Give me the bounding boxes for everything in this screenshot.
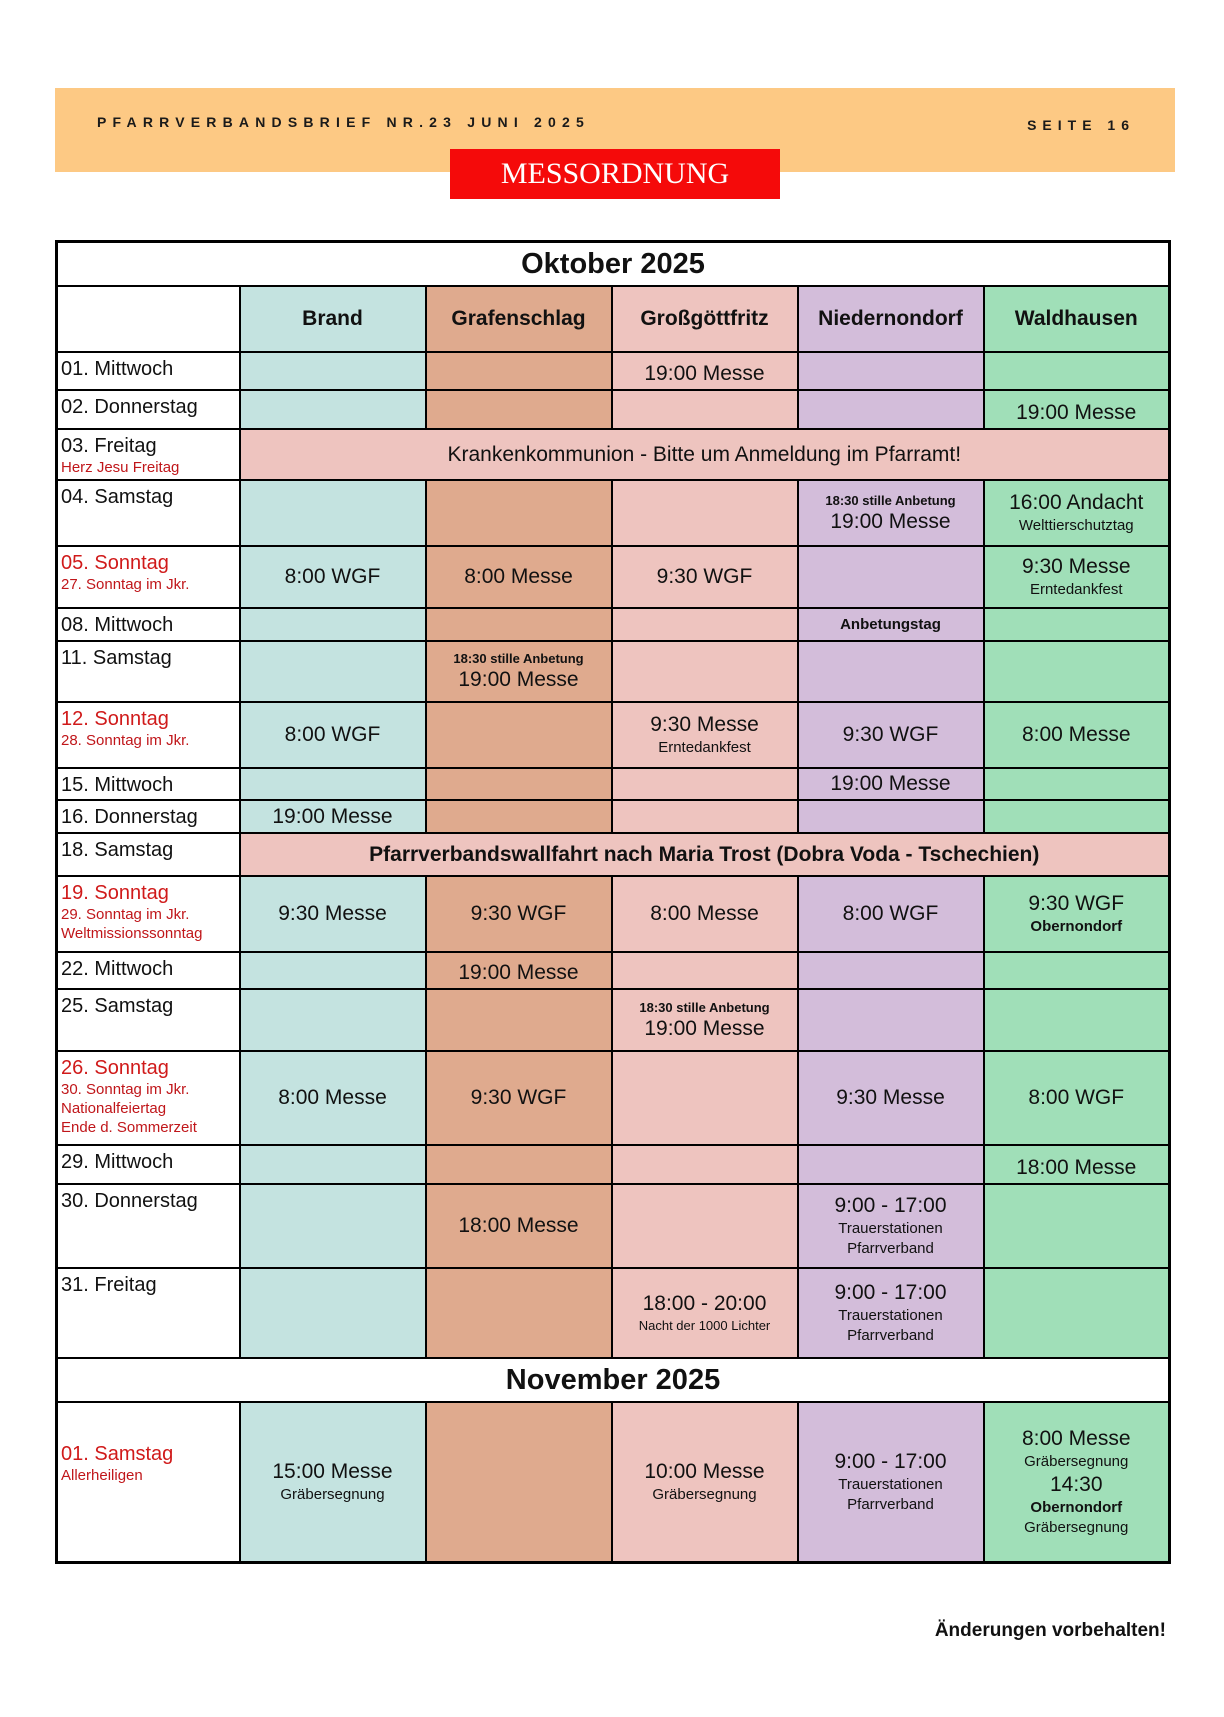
cell-entry: 8:00 Messe <box>1021 723 1131 746</box>
cell-entry: 8:00 Messe <box>1021 1426 1131 1450</box>
day-label: 15. Mittwoch <box>61 774 174 796</box>
cell-entry: 9:30 Messe <box>836 1086 945 1109</box>
cell-note: 18:30 stille Anbetung <box>639 999 770 1015</box>
column-header-brand: Brand <box>240 286 426 352</box>
table-row <box>57 608 1170 641</box>
day-label: 05. Sonntag <box>61 552 169 574</box>
table-row <box>57 952 1170 989</box>
cell-entry: 10:00 Messe <box>644 1459 765 1483</box>
disclaimer: Änderungen vorbehalten! <box>934 1620 1166 1641</box>
cell-subtext: Gräbersegnung <box>652 1485 757 1503</box>
mass-schedule-table <box>55 240 1171 1564</box>
cell-entry: 8:00 WGF <box>284 565 381 588</box>
cell-entry: 9:30 WGF <box>656 565 753 588</box>
day-label: 08. Mittwoch <box>61 614 174 636</box>
day-note: Herz Jesu Freitag <box>61 459 180 476</box>
cell-subtext: Trauerstationen <box>838 1220 943 1237</box>
cell-subtext: Pfarrverband <box>847 1495 934 1513</box>
day-note: Ende d. Sommerzeit <box>61 1119 197 1136</box>
cell-entry: 9:30 Messe <box>1021 555 1131 578</box>
table-row <box>57 1184 1170 1268</box>
day-label: 01. Mittwoch <box>61 358 174 380</box>
table-row <box>57 1051 1170 1145</box>
table-row <box>57 833 1170 876</box>
day-label: 30. Donnerstag <box>61 1190 198 1212</box>
table-row <box>57 800 1170 833</box>
table-row <box>57 641 1170 702</box>
cell-entry: 9:00 - 17:00 <box>834 1194 947 1217</box>
cell-subtext: Trauerstationen <box>838 1307 943 1324</box>
column-header-row <box>57 286 1170 352</box>
cell-entry: 18:00 Messe <box>458 1214 579 1237</box>
month-heading-october: Oktober 2025 <box>57 242 1170 287</box>
cell-entry: 19:00 Messe <box>272 805 393 828</box>
table-row <box>57 480 1170 546</box>
day-note: Allerheiligen <box>61 1467 143 1485</box>
month-heading-november: November 2025 <box>57 1358 1170 1402</box>
cell-entry: 19:00 Messe <box>458 668 579 691</box>
column-header-waldhausen: Waldhausen <box>984 286 1170 352</box>
day-note: Nationalfeiertag <box>61 1100 167 1117</box>
column-header-niedernondorf: Niedernondorf <box>798 286 984 352</box>
cell-entry: 9:30 Messe <box>278 902 387 925</box>
cell-entry: 8:00 WGF <box>1028 1086 1125 1109</box>
day-note: Weltmissionssonntag <box>61 925 203 942</box>
span-pilgrimage: Pfarrverbandswallfahrt nach Maria Trost (Dobra Voda - Tschechien) <box>240 833 1170 876</box>
cell-entry: 19:00 Messe <box>644 362 765 385</box>
table-row <box>57 1145 1170 1184</box>
cell-entry: 8:00 Messe <box>278 1086 387 1109</box>
cell-entry: 9:30 WGF <box>1028 892 1125 915</box>
cell-entry: 15:00 Messe <box>272 1459 393 1483</box>
table-row <box>57 768 1170 800</box>
cell-subtext: Nacht der 1000 Lichter <box>638 1318 771 1333</box>
cell-subtext: Trauerstationen <box>838 1475 943 1493</box>
cell-subtext: Obernondorf <box>1030 918 1123 935</box>
page-title: MESSORDNUNG <box>450 149 780 199</box>
cell-entry: 14:30 <box>1049 1472 1103 1496</box>
cell-entry: 19:00 Messe <box>830 772 951 795</box>
table-row <box>57 390 1170 429</box>
cell-entry: 18:00 Messe <box>1016 1156 1137 1179</box>
day-label: 03. Freitag <box>61 435 157 457</box>
table-row <box>57 876 1170 952</box>
day-label: 01. Samstag <box>61 1443 174 1466</box>
span-notice: Krankenkommunion - Bitte um Anmeldung im Pfarramt! <box>240 429 1170 480</box>
table-row <box>57 546 1170 608</box>
cell-subtext: Gräbersegnung <box>280 1485 385 1503</box>
cell-entry: 8:00 WGF <box>284 723 381 746</box>
cell-entry: 9:30 WGF <box>470 1086 567 1109</box>
day-note: 30. Sonntag im Jkr. <box>61 1081 190 1098</box>
cell-entry: Anbetungstag <box>840 615 941 633</box>
cell-entry: 9:00 - 17:00 <box>834 1281 947 1304</box>
cell-subtext: Erntedankfest <box>658 739 751 756</box>
cell-entry: 19:00 Messe <box>644 1016 765 1040</box>
table-row <box>57 352 1170 390</box>
cell-entry: 9:30 WGF <box>842 723 939 746</box>
day-label: 29. Mittwoch <box>61 1151 174 1173</box>
table-row <box>57 1268 1170 1358</box>
cell-entry: 19:00 Messe <box>830 509 951 533</box>
day-label: 04. Samstag <box>61 486 174 508</box>
cell-entry: 19:00 Messe <box>458 961 579 984</box>
table-row <box>57 1402 1170 1562</box>
publication-title: PFARRVERBANDSBRIEF NR.23 JUNI 2025 <box>97 114 590 130</box>
day-label: 26. Sonntag <box>61 1057 169 1079</box>
cell-note: 18:30 stille Anbetung <box>453 651 584 666</box>
table-row <box>57 702 1170 768</box>
cell-entry: 18:00 - 20:00 <box>642 1292 767 1315</box>
page-number: SEITE 16 <box>1027 117 1135 133</box>
cell-entry: 19:00 Messe <box>1016 401 1137 424</box>
cell-entry: 8:00 Messe <box>650 902 759 925</box>
day-label: 12. Sonntag <box>61 708 169 730</box>
cell-entry: 8:00 Messe <box>464 565 573 588</box>
cell-subtext: Pfarrverband <box>847 1327 934 1344</box>
day-label: 22. Mittwoch <box>61 958 174 980</box>
day-label: 16. Donnerstag <box>61 806 198 828</box>
table-row <box>57 429 1170 480</box>
cell-subtext: Gräbersegnung <box>1024 1452 1129 1470</box>
day-note: 28. Sonntag im Jkr. <box>61 732 190 749</box>
cell-note: 18:30 stille Anbetung <box>825 492 956 508</box>
cell-subtext: Pfarrverband <box>847 1240 934 1257</box>
table-row <box>57 989 1170 1051</box>
cell-entry: 9:30 Messe <box>650 713 759 736</box>
cell-entry: 16:00 Andacht <box>1009 491 1144 514</box>
day-label: 25. Samstag <box>61 995 174 1017</box>
day-label: 31. Freitag <box>61 1274 157 1296</box>
day-label: 18. Samstag <box>61 839 174 861</box>
cell-subtext: Erntedankfest <box>1029 581 1123 598</box>
day-label: 02. Donnerstag <box>61 396 198 418</box>
column-header-grossgoettfritz: Großgöttfritz <box>612 286 798 352</box>
day-note: 27. Sonntag im Jkr. <box>61 576 190 593</box>
cell-subtext: Gräbersegnung <box>1024 1518 1129 1536</box>
day-label: 19. Sonntag <box>61 882 169 904</box>
cell-subtext: Obernondorf <box>1030 1498 1123 1516</box>
column-header-grafenschlag: Grafenschlag <box>426 286 612 352</box>
cell-subtext: Welttierschutztag <box>1018 517 1134 534</box>
day-label: 11. Samstag <box>61 647 172 669</box>
cell-entry: 8:00 WGF <box>842 902 939 925</box>
day-note: 29. Sonntag im Jkr. <box>61 906 190 923</box>
cell-entry: 9:00 - 17:00 <box>834 1449 947 1473</box>
cell-entry: 9:30 WGF <box>470 902 567 925</box>
